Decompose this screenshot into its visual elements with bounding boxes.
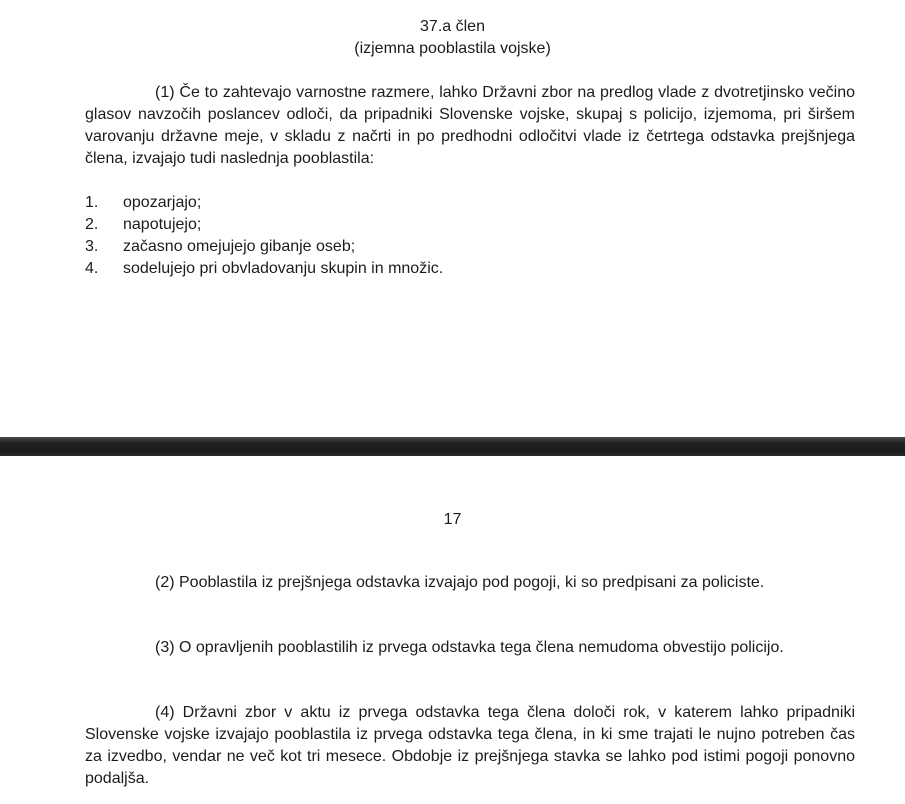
- list-item-number: 4.: [85, 260, 99, 277]
- paragraph-2: (2) Pooblastila iz prejšnjega odstavka izvajajo pod pogoji, ki so predpisani za policiste.: [155, 574, 765, 591]
- paragraph-4: (4) Državni zbor v aktu iz prvega odstavka tega člena določi rok, v katerem lahko pripadniki Slovenske vojske izvajajo pooblastila iz prvega odstavka tega člena, in ki sme trajati le nujno potreben čas za izvedbo, vendar ne več kot tri mesece. Obdobje iz prejšnjega stavka se lahko pod istimi pogoji ponovno podaljša.: [85, 704, 855, 787]
- list-item-text: opozarjajo;: [123, 194, 202, 211]
- list-item: [85, 258, 855, 280]
- page-break-divider: [0, 437, 905, 456]
- list-item-number: 2.: [85, 216, 99, 233]
- list-item-number: 1.: [85, 194, 99, 211]
- list-item: [85, 192, 855, 214]
- list-item-text: začasno omejujejo gibanje oseb;: [123, 238, 356, 255]
- numbered-list: [85, 192, 855, 280]
- list-item-text: napotujejo;: [123, 216, 202, 233]
- article-heading-block: [0, 16, 905, 60]
- page-number: 17: [443, 511, 462, 528]
- list-item-number: 3.: [85, 238, 99, 255]
- list-item: [85, 214, 855, 236]
- list-item: [85, 236, 855, 258]
- article-heading: 37.a člen: [420, 18, 485, 35]
- list-item-text: sodelujejo pri obvladovanju skupin in množic.: [123, 260, 444, 277]
- paragraph-3: (3) O opravljenih pooblastilih iz prvega odstavka tega člena nemudoma obvestijo policijo.: [155, 639, 784, 656]
- paragraph-1: (1) Če to zahtevajo varnostne razmere, lahko Državni zbor na predlog vlade z dvotretjinsko večino glasov navzočih poslancev odloči, da pripadniki Slovenske vojske, skupaj s policijo, izjemoma, pri širšem varovanju državne meje, v skladu z načrti in po predhodni odločitvi vlade iz četrtega odstavka prejšnjega člena, izvajajo tudi naslednja pooblastila:: [85, 84, 855, 167]
- article-subheading: (izjemna pooblastila vojske): [354, 40, 551, 57]
